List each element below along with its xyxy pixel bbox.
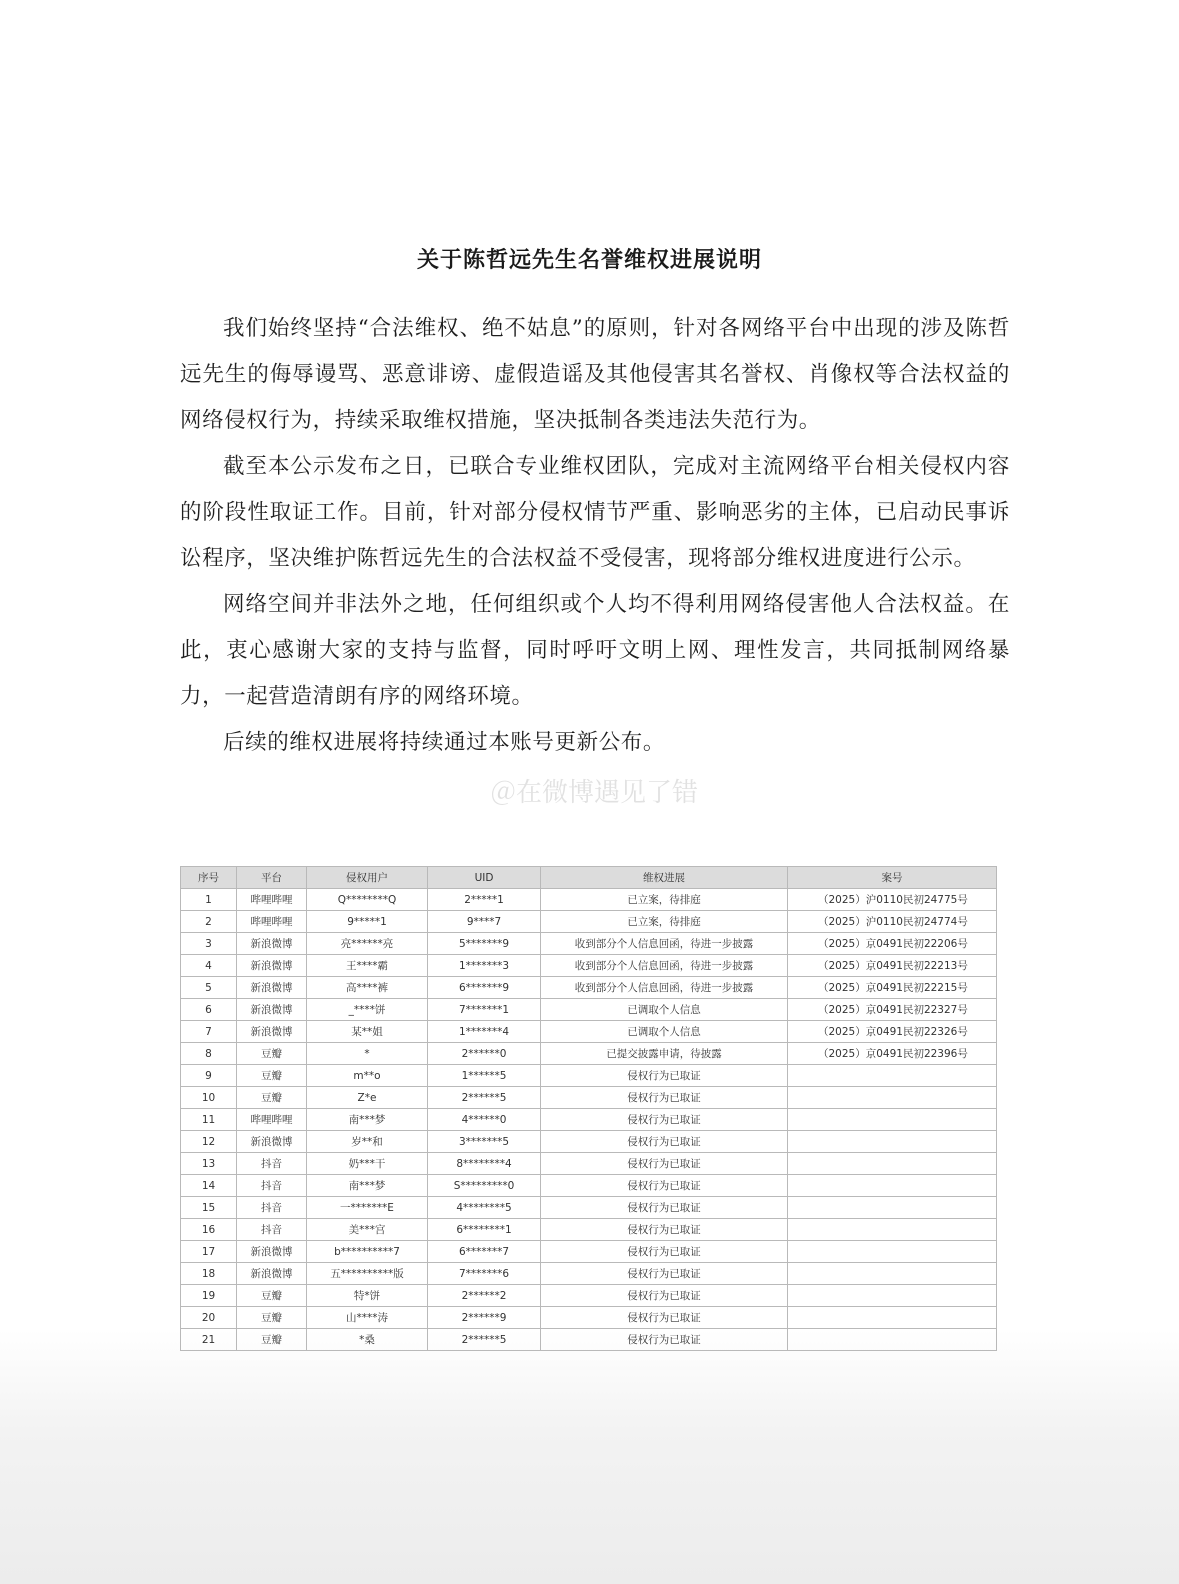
cell-case-number (788, 1285, 997, 1307)
cell-case-number (788, 1175, 997, 1197)
header-progress: 维权进展 (541, 867, 788, 889)
cell-platform: 豆瓣 (237, 1087, 307, 1109)
cell-case-number (788, 1219, 997, 1241)
cell-platform: 哔哩哔哩 (237, 1109, 307, 1131)
table-row (181, 1087, 997, 1109)
cell-user: _****饼 (307, 999, 428, 1021)
cell-index: 16 (181, 1219, 237, 1241)
cell-platform: 豆瓣 (237, 1329, 307, 1351)
cell-uid: 2******2 (428, 1285, 541, 1307)
table-row (181, 1197, 997, 1219)
cell-progress: 侵权行为已取证 (541, 1153, 788, 1175)
cell-user: 某**姐 (307, 1021, 428, 1043)
table-row (181, 1021, 997, 1043)
table-header-row (181, 867, 997, 889)
cell-uid: 2******9 (428, 1307, 541, 1329)
cell-index: 21 (181, 1329, 237, 1351)
cell-progress: 已调取个人信息 (541, 999, 788, 1021)
cell-platform: 新浪微博 (237, 955, 307, 977)
cell-progress: 侵权行为已取证 (541, 1219, 788, 1241)
cell-index: 10 (181, 1087, 237, 1109)
cell-platform: 哔哩哔哩 (237, 911, 307, 933)
cell-user: * (307, 1043, 428, 1065)
cell-index: 14 (181, 1175, 237, 1197)
cell-user: b**********7 (307, 1241, 428, 1263)
cell-progress: 侵权行为已取证 (541, 1197, 788, 1219)
cell-uid: 2******5 (428, 1087, 541, 1109)
table-row (181, 999, 997, 1021)
cell-progress: 侵权行为已取证 (541, 1329, 788, 1351)
cell-platform: 豆瓣 (237, 1043, 307, 1065)
cell-case-number: （2025）京0491民初22396号 (788, 1043, 997, 1065)
cell-case-number: （2025）京0491民初22213号 (788, 955, 997, 977)
paragraph-4: 后续的维权进展将持续通过本账号更新公布。 (223, 730, 666, 755)
cell-progress: 侵权行为已取证 (541, 1175, 788, 1197)
cell-platform: 新浪微博 (237, 977, 307, 999)
cell-index: 17 (181, 1241, 237, 1263)
header-platform: 平台 (237, 867, 307, 889)
cell-uid: 6*******9 (428, 977, 541, 999)
cell-user: Q********Q (307, 889, 428, 911)
cell-uid: 1*******4 (428, 1021, 541, 1043)
cell-progress: 侵权行为已取证 (541, 1087, 788, 1109)
cell-uid: 2******5 (428, 1329, 541, 1351)
table-row (181, 1219, 997, 1241)
cell-index: 13 (181, 1153, 237, 1175)
cell-progress: 已立案，待排庭 (541, 889, 788, 911)
progress-table-container (180, 866, 996, 1351)
table-body (181, 889, 997, 1351)
cell-case-number (788, 1131, 997, 1153)
cell-case-number (788, 1197, 997, 1219)
cell-index: 4 (181, 955, 237, 977)
cell-progress: 已立案，待排庭 (541, 911, 788, 933)
cell-uid: 5*******9 (428, 933, 541, 955)
cell-case-number: （2025）沪0110民初24775号 (788, 889, 997, 911)
cell-uid: S*********0 (428, 1175, 541, 1197)
cell-progress: 已调取个人信息 (541, 1021, 788, 1043)
cell-uid: 1******5 (428, 1065, 541, 1087)
cell-case-number (788, 1109, 997, 1131)
cell-progress: 侵权行为已取证 (541, 1307, 788, 1329)
cell-progress: 收到部分个人信息回函，待进一步披露 (541, 955, 788, 977)
cell-platform: 豆瓣 (237, 1307, 307, 1329)
paragraph-2: 截至本公示发布之日，已联合专业维权团队，完成对主流网络平台相关侵权内容的阶段性取证工作。目前，针对部分侵权情节严重、影响恶劣的主体，已启动民事诉讼程序，坚决维护陈哲远先生的合法权益不受侵害，现将部分维权进度进行公示。 (180, 454, 1010, 571)
cell-user: 亮******亮 (307, 933, 428, 955)
document-body (180, 306, 1010, 766)
cell-uid: 1*******3 (428, 955, 541, 977)
cell-platform: 抖音 (237, 1197, 307, 1219)
cell-case-number (788, 1263, 997, 1285)
cell-user: m**o (307, 1065, 428, 1087)
cell-user: 南***梦 (307, 1175, 428, 1197)
table-row (181, 1241, 997, 1263)
cell-user: 9*****1 (307, 911, 428, 933)
cell-progress: 侵权行为已取证 (541, 1263, 788, 1285)
cell-progress: 侵权行为已取证 (541, 1241, 788, 1263)
cell-uid: 7*******1 (428, 999, 541, 1021)
cell-uid: 4******0 (428, 1109, 541, 1131)
cell-case-number (788, 1329, 997, 1351)
table-row (181, 1263, 997, 1285)
cell-platform: 新浪微博 (237, 999, 307, 1021)
cell-platform: 新浪微博 (237, 1131, 307, 1153)
cell-index: 18 (181, 1263, 237, 1285)
cell-index: 1 (181, 889, 237, 911)
cell-uid: 7*******6 (428, 1263, 541, 1285)
header-index: 序号 (181, 867, 237, 889)
cell-platform: 抖音 (237, 1153, 307, 1175)
cell-case-number (788, 1065, 997, 1087)
cell-platform: 抖音 (237, 1175, 307, 1197)
paragraph-1: 我们始终坚持“合法维权、绝不姑息”的原则，针对各网络平台中出现的涉及陈哲远先生的侮辱谩骂、恶意诽谤、虚假造谣及其他侵害其名誉权、肖像权等合法权益的网络侵权行为，持续采取维权措施，坚决抵制各类违法失范行为。 (180, 316, 1010, 433)
table-row (181, 1043, 997, 1065)
table-row (181, 1109, 997, 1131)
header-case-number: 案号 (788, 867, 997, 889)
cell-uid: 8********4 (428, 1153, 541, 1175)
cell-platform: 哔哩哔哩 (237, 889, 307, 911)
cell-user: 一*******E (307, 1197, 428, 1219)
table-row (181, 889, 997, 911)
cell-platform: 新浪微博 (237, 1241, 307, 1263)
cell-user: 王****霸 (307, 955, 428, 977)
cell-case-number (788, 1153, 997, 1175)
cell-user: 奶***干 (307, 1153, 428, 1175)
cell-uid: 2******0 (428, 1043, 541, 1065)
cell-index: 11 (181, 1109, 237, 1131)
cell-platform: 豆瓣 (237, 1285, 307, 1307)
paragraph-3: 网络空间并非法外之地，任何组织或个人均不得利用网络侵害他人合法权益。在此，衷心感谢大家的支持与监督，同时呼吁文明上网、理性发言，共同抵制网络暴力，一起营造清朗有序的网络环境。 (180, 592, 1010, 709)
cell-uid: 6********1 (428, 1219, 541, 1241)
cell-user: 特*饼 (307, 1285, 428, 1307)
cell-progress: 侵权行为已取证 (541, 1285, 788, 1307)
table-row (181, 1131, 997, 1153)
cell-index: 8 (181, 1043, 237, 1065)
cell-case-number (788, 1241, 997, 1263)
cell-progress: 侵权行为已取证 (541, 1109, 788, 1131)
cell-case-number: （2025）京0491民初22215号 (788, 977, 997, 999)
cell-uid: 2*****1 (428, 889, 541, 911)
cell-index: 20 (181, 1307, 237, 1329)
cell-progress: 侵权行为已取证 (541, 1065, 788, 1087)
table-row (181, 955, 997, 977)
cell-user: 山****涛 (307, 1307, 428, 1329)
cell-index: 7 (181, 1021, 237, 1043)
cell-platform: 豆瓣 (237, 1065, 307, 1087)
weibo-watermark: ＠在微博遇见了错 (490, 778, 699, 808)
cell-index: 2 (181, 911, 237, 933)
table-row (181, 1285, 997, 1307)
cell-index: 15 (181, 1197, 237, 1219)
cell-platform: 抖音 (237, 1219, 307, 1241)
table-row (181, 1065, 997, 1087)
cell-case-number: （2025）京0491民初22326号 (788, 1021, 997, 1043)
cell-index: 12 (181, 1131, 237, 1153)
cell-case-number: （2025）沪0110民初24774号 (788, 911, 997, 933)
cell-user: 五**********版 (307, 1263, 428, 1285)
cell-index: 3 (181, 933, 237, 955)
table-row (181, 911, 997, 933)
header-user: 侵权用户 (307, 867, 428, 889)
cell-user: 岁**和 (307, 1131, 428, 1153)
table-row (181, 1153, 997, 1175)
header-uid: UID (428, 867, 541, 889)
cell-index: 5 (181, 977, 237, 999)
cell-user: 南***梦 (307, 1109, 428, 1131)
cell-index: 6 (181, 999, 237, 1021)
cell-platform: 新浪微博 (237, 933, 307, 955)
cell-index: 19 (181, 1285, 237, 1307)
cell-uid: 9****7 (428, 911, 541, 933)
cell-user: 高****裤 (307, 977, 428, 999)
cell-user: Z*e (307, 1087, 428, 1109)
cell-case-number (788, 1307, 997, 1329)
cell-user: 美***宫 (307, 1219, 428, 1241)
cell-case-number: （2025）京0491民初22206号 (788, 933, 997, 955)
cell-user: *桑 (307, 1329, 428, 1351)
cell-progress: 收到部分个人信息回函，待进一步披露 (541, 977, 788, 999)
cell-uid: 6*******7 (428, 1241, 541, 1263)
cell-case-number: （2025）京0491民初22327号 (788, 999, 997, 1021)
progress-table (180, 866, 997, 1351)
cell-progress: 侵权行为已取证 (541, 1131, 788, 1153)
cell-platform: 新浪微博 (237, 1021, 307, 1043)
cell-progress: 收到部分个人信息回函，待进一步披露 (541, 933, 788, 955)
table-row (181, 977, 997, 999)
cell-progress: 已提交披露申请，待披露 (541, 1043, 788, 1065)
cell-platform: 新浪微博 (237, 1263, 307, 1285)
table-row (181, 1307, 997, 1329)
table-row (181, 1175, 997, 1197)
table-row (181, 1329, 997, 1351)
table-row (181, 933, 997, 955)
cell-index: 9 (181, 1065, 237, 1087)
document-title: 关于陈哲远先生名誉维权进展说明 (416, 248, 762, 273)
cell-case-number (788, 1087, 997, 1109)
cell-uid: 4********5 (428, 1197, 541, 1219)
cell-uid: 3*******5 (428, 1131, 541, 1153)
